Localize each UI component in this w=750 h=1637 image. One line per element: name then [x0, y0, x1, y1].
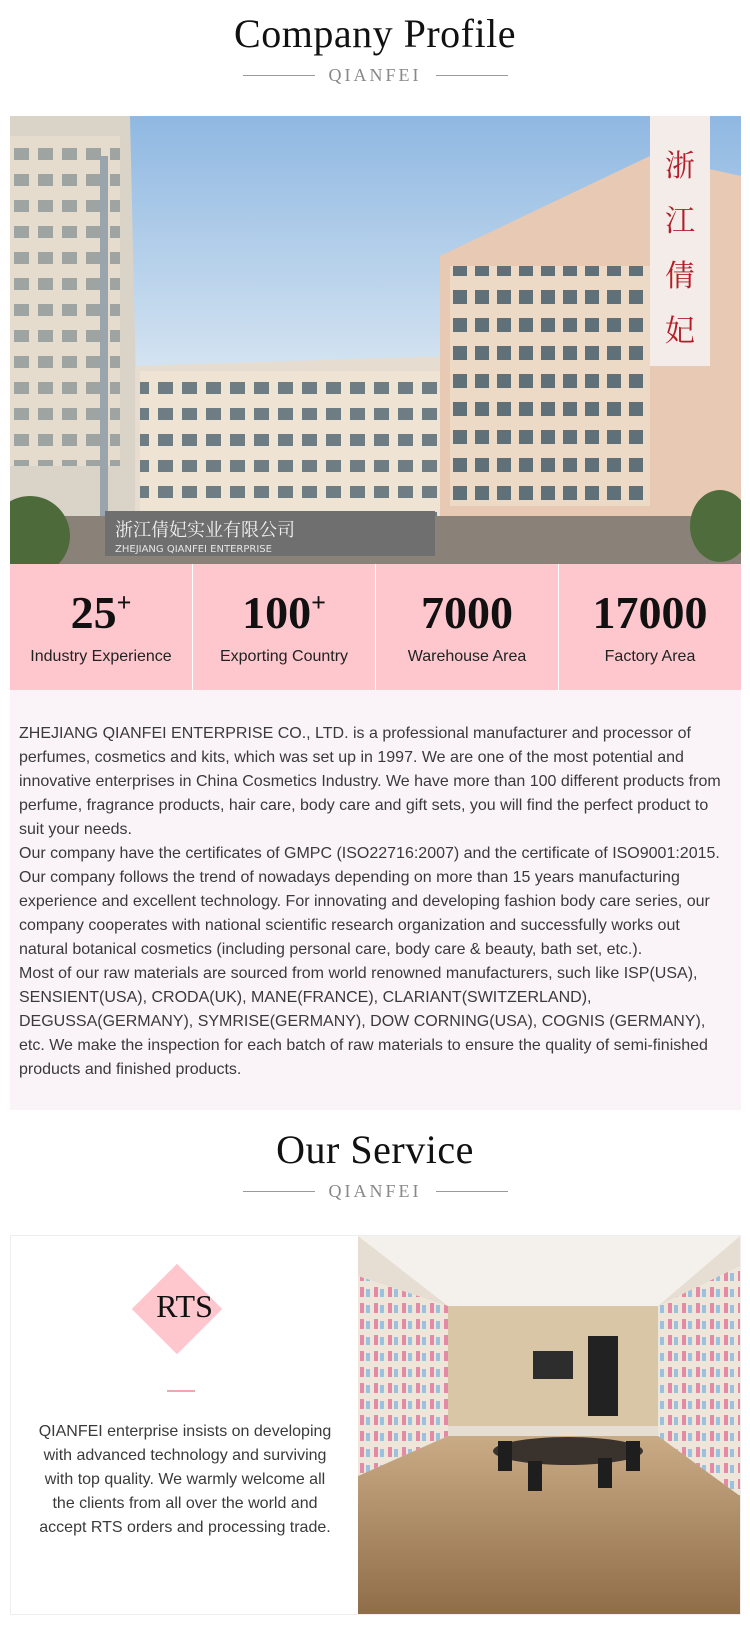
divider-right — [436, 75, 508, 76]
description-paragraph-3: Most of our raw materials are sourced from world renowned manufacturers, such like ISP(USA), SENSIENT(USA), CRODA(UK), MANE(FRANCE), CLARIANT(SWITZERLAND), DEGUSSA(GERMANY), SYMRISE(GERMANY), DOW CORNING(USA), COGNIS (GERMANY), etc. We make the inspection for each batch of raw materials to ensure the quality of semi-finished products and finished products. — [19, 965, 708, 1078]
description-paragraph-1: ZHEJIANG QIANFEI ENTERPRISE CO., LTD. is a professional manufacturer and processor of perfumes, cosmetics and kits, which was set up in 1997. We are one of the most potential and innovative enterprises in China Cosmetics Industry. We have more than 100 different products from perfume, fragrance products, hair care, body care and gift sets, you will find the perfect product to suit your needs. — [19, 725, 721, 838]
rts-badge-label: RTS — [156, 1288, 213, 1324]
stat-industry-experience: 25+ Industry Experience — [10, 564, 193, 690]
showroom-photo — [358, 1236, 740, 1614]
service-info — [11, 1236, 358, 1614]
our-service-subtitle: QIANFEI — [0, 1179, 750, 1203]
description-paragraph-2: Our company have the certificates of GMPC (ISO22716:2007) and the certificate of ISO9001:2015. Our company follows the trend of nowadays depending on more than 15 years manufacturing experience and excellent technology. For innovating and developing fashion body care series, our company cooperates with national scientific research organization and successfully works out natural botanical cosmetics (including personal care, body care & beauty, bath set, etc.). — [19, 845, 720, 958]
company-profile-subtitle: QIANFEI — [0, 63, 750, 87]
tower-char-3: 倩 — [665, 259, 695, 294]
company-profile-title: Company Profile — [234, 11, 516, 56]
service-card — [10, 1235, 741, 1615]
showroom-illustration — [358, 1236, 740, 1614]
stat-exporting-country: 100+ Exporting Country — [193, 564, 376, 690]
accent-divider — [167, 1390, 195, 1392]
company-description — [10, 690, 741, 1110]
sign-chinese: 浙江倩妃实业有限公司 — [115, 520, 295, 541]
service-text: QIANFEI enterprise insists on developing with advanced technology and surviving with top quality. We warmly welcome all the clients from all over the world and accept RTS orders and processing trade. — [38, 1423, 332, 1536]
stat-warehouse-area: 7000 Warehouse Area — [376, 564, 559, 690]
tower-char-4: 妃 — [665, 314, 695, 349]
factory-photo — [10, 116, 741, 564]
tower-char-1: 浙 — [665, 149, 695, 184]
divider-left — [243, 1191, 315, 1192]
stats-bar — [10, 564, 741, 690]
sign-english: ZHEJIANG QIANFEI ENTERPRISE — [115, 544, 272, 555]
divider-right — [436, 1191, 508, 1192]
tower-char-2: 江 — [665, 204, 695, 239]
our-service-title: Our Service — [276, 1127, 474, 1172]
stat-factory-area: 17000 Factory Area — [592, 587, 708, 665]
factory-illustration — [10, 116, 741, 564]
divider-left — [243, 75, 315, 76]
